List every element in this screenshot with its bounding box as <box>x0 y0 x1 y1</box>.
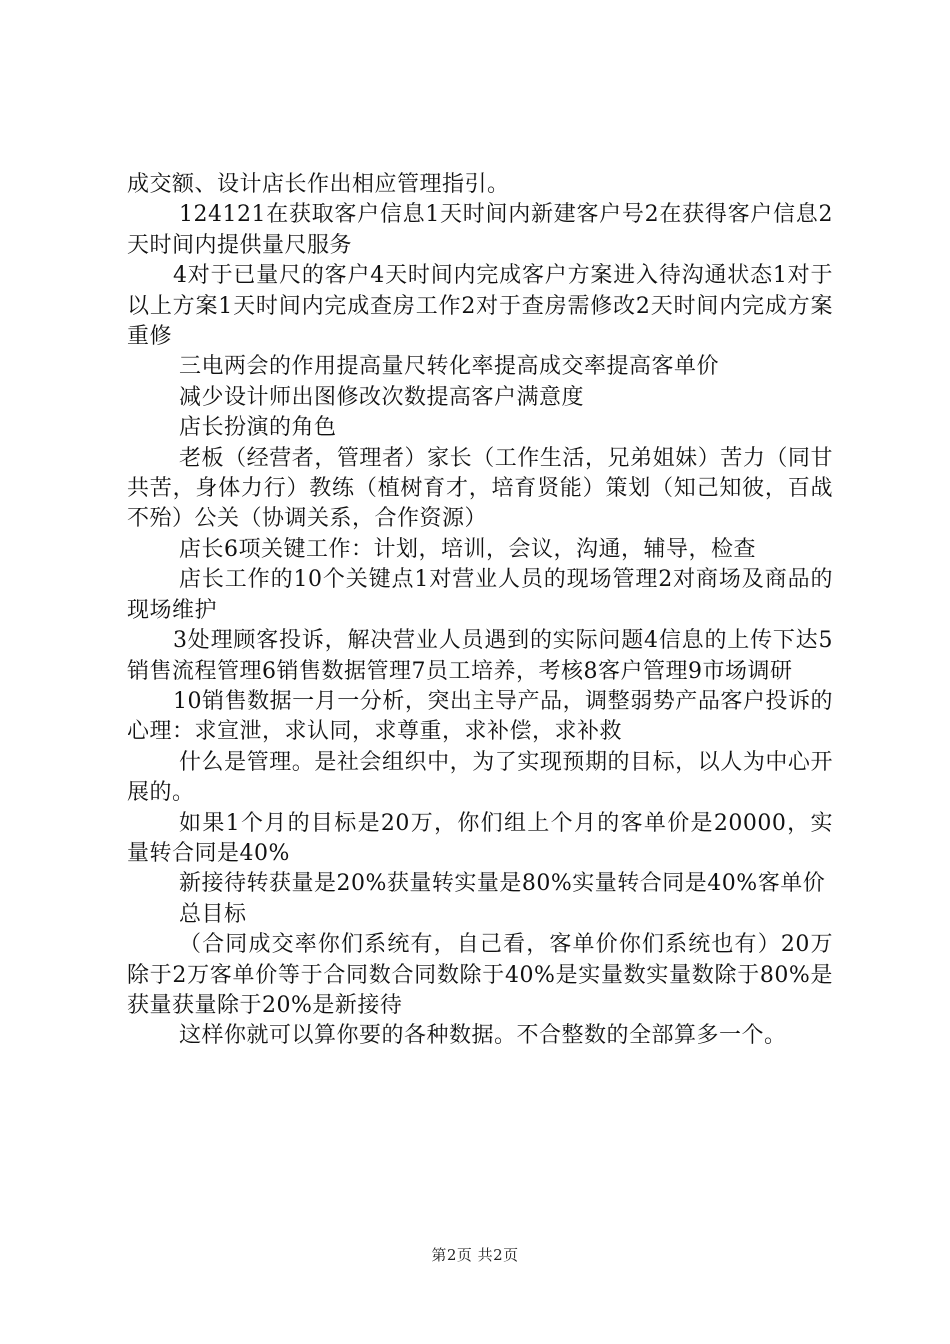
paragraph-17: 这样你就可以算你要的各种数据。不合整数的全部算多一个。 <box>179 1023 787 1049</box>
paragraph-2: 124121在获取客户信息1天时间内新建客户号2在获得客户信息2天时间内提供量尺服务 <box>127 202 833 258</box>
paragraph-14: 新接待转获量是20%获量转实量是80%实量转合同是40%客单价 <box>179 871 826 897</box>
page-footer <box>0 1244 950 1265</box>
paragraph-7: 老板（经营者，管理者）家长（工作生活，兄弟姐妹）苦力（同甘共苦，身体力行）教练（植树育才，培育贤能）策划（知己知彼，百战不殆）公关（协调关系，合作资源） <box>127 445 833 532</box>
paragraph-8: 店长6项关键工作：计划，培训，会议，沟通，辅导，检查 <box>179 536 756 562</box>
paragraph-6: 店长扮演的角色 <box>179 415 337 441</box>
paragraph-10: 3处理顾客投诉，解决营业人员遇到的实际问题4信息的上传下达5销售流程管理6销售数据管理7员工培养，考核8客户管理9市场调研 <box>127 628 833 684</box>
paragraph-12: 什么是管理。是社会组织中，为了实现预期的目标，以人为中心开展的。 <box>127 749 833 806</box>
paragraph-5: 减少设计师出图修改次数提高客户满意度 <box>179 384 585 410</box>
paragraph-15: 总目标 <box>179 901 247 927</box>
paragraph-16: （合同成交率你们系统有，自己看，客单价你们系统也有）20万除于2万客单价等于合同数合同数除于40%是实量数实量数除于80%是获量获量除于20%是新接待 <box>127 932 833 1018</box>
paragraph-3: 4对于已量尺的客户4天时间内完成客户方案进入待沟通状态1对于以上方案1天时间内完成查房工作2对于查房需修改2天时间内完成方案重修 <box>127 263 833 350</box>
paragraph-4: 三电两会的作用提高量尺转化率提高成交率提高客单价 <box>179 354 720 380</box>
paragraph-13: 如果1个月的目标是20万，你们组上个月的客单价是20000，实量转合同是40% <box>127 810 833 866</box>
paragraph-9: 店长工作的10个关键点1对营业人员的现场管理2对商场及商品的现场维护 <box>127 567 833 623</box>
paragraph-11: 10销售数据一月一分析，突出主导产品，调整弱势产品客户投诉的心理：求宣泄，求认同，求尊重，求补偿，求补救 <box>127 688 833 745</box>
document-body <box>127 170 833 1052</box>
paragraph-1: 成交额、设计店长作出相应管理指引。 <box>127 172 510 197</box>
page-number-label: 第2页 共2页 <box>431 1246 519 1264</box>
